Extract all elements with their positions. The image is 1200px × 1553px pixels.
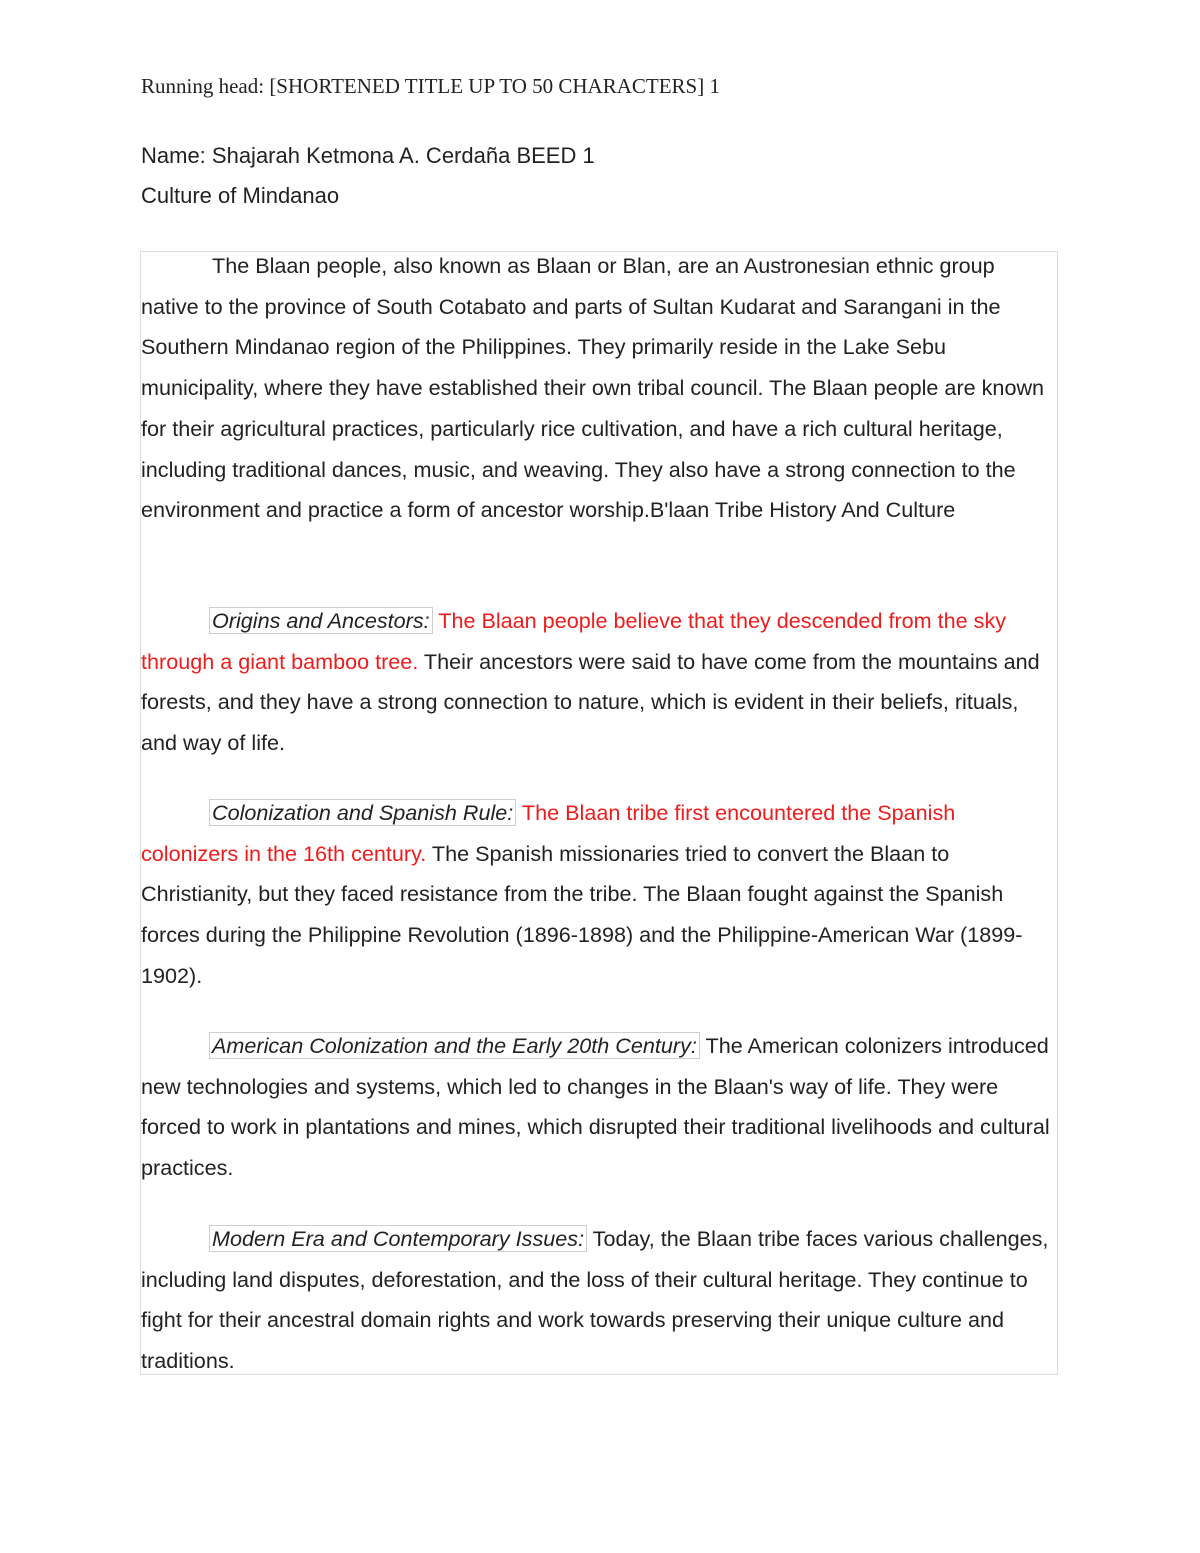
modern-heading: Modern Era and Contemporary Issues: [209, 1225, 587, 1252]
student-name-line: Name: Shajarah Ketmona A. Cerdaña BEED 1 [141, 143, 595, 168]
colonization-paragraph [141, 793, 1056, 997]
running-head: Running head: [SHORTENED TITLE UP TO 50 CHARACTERS] 1 [141, 74, 720, 98]
colonization-highlight: The Blaan tribe first encountered the Spanish colonizers in the 16th century. [141, 800, 956, 866]
origins-paragraph [141, 601, 1056, 764]
american-paragraph [141, 1026, 1056, 1189]
american-body: The American colonizers introduced new technologies and systems, which led to changes in the Blaan's way of life. They were forced to work in plantations and mines, which disrupted their traditional livelihoods and cultural practices. [141, 1033, 1050, 1181]
origins-highlight: The Blaan people believe that they descended from the sky through a giant bamboo tree. [141, 608, 1007, 674]
course-title-line: Culture of Mindanao [141, 183, 340, 208]
origins-body: Their ancestors were said to have come from the mountains and forests, and they have a strong connection to nature, which is evident in their beliefs, rituals, and way of life. [141, 648, 1040, 756]
origins-heading: Origins and Ancestors: [209, 607, 433, 634]
colonization-body: The Spanish missionaries tried to convert the Blaan to Christianity, but they faced resistance from the tribe. The Blaan fought against the Spanish forces during the Philippine Revolution (1896-1898) and the Philippine-American War (1899-1902). [141, 840, 1023, 988]
american-heading: American Colonization and the Early 20th Century: [209, 1032, 700, 1059]
colonization-heading: Colonization and Spanish Rule: [209, 799, 516, 826]
modern-body: Today, the Blaan tribe faces various challenges, including land disputes, deforestation, and the loss of their cultural heritage. They continue to fight for their ancestral domain rights and work towards preserving their unique culture and traditions. [141, 1226, 1049, 1374]
modern-paragraph [141, 1219, 1056, 1382]
intro-paragraph: The Blaan people, also known as Blaan or Blan, are an Austronesian ethnic group native to the province of South Cotabato and parts of Sultan Kudarat and Sarangani in the Southern Mindanao region of the Philippines. They primarily reside in the Lake Sebu municipality, where they have established their own tribal council. The Blaan people are known for their agricultural practices, particularly rice cultivation, and have a rich cultural heritage, including traditional dances, music, and weaving. They also have a strong connection to the environment and practice a form of ancestor worship.B'laan Tribe History And Culture [141, 253, 1045, 523]
